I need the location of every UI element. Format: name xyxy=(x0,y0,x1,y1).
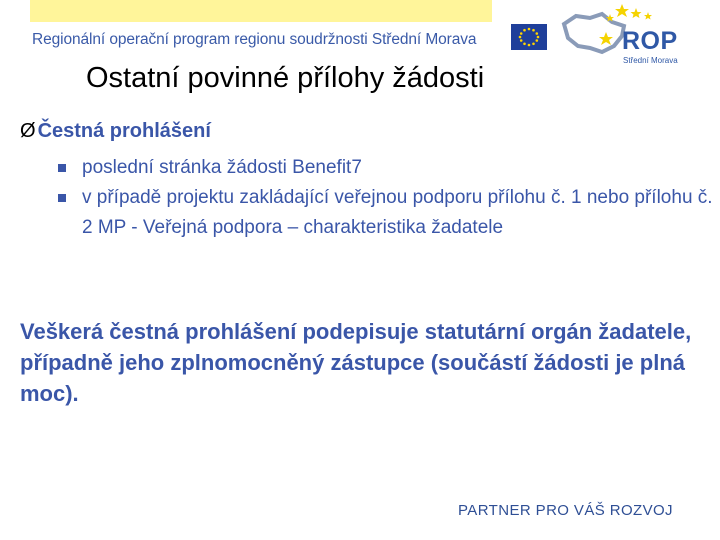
list-item-text: poslední stránka žádosti Benefit7 xyxy=(82,157,362,178)
list-item-text: v případě projektu zakládající veřejnou podporu přílohu č. 1 nebo přílohu č. 2 MP - Veřejná podpora – charakteristika žadatele xyxy=(82,187,713,238)
program-name: Regionální operační program regionu soudržnosti Střední Morava xyxy=(32,31,477,48)
square-bullet-icon xyxy=(58,194,66,202)
section-heading xyxy=(20,120,211,143)
list-item xyxy=(58,183,718,243)
section-heading-text: Čestná prohlášení xyxy=(37,120,211,142)
list-item xyxy=(58,153,718,183)
rop-logo-subtitle: Střední Morava xyxy=(623,56,678,65)
rop-logo-text: ROP xyxy=(622,27,678,55)
header-color-bar xyxy=(30,0,492,22)
footer-slogan: PARTNER PRO VÁŠ ROZVOJ xyxy=(458,502,673,519)
eu-flag-icon xyxy=(511,24,547,50)
slide-title: Ostatní povinné přílohy žádosti xyxy=(86,62,485,94)
square-bullet-icon xyxy=(58,164,66,172)
bullet-list xyxy=(58,153,718,243)
signature-statement: Veškerá čestná prohlášení podepisuje statutární orgán žadatele, případně jeho zplnomocněný zástupce (součástí žádosti je plná moc). xyxy=(20,319,692,406)
arrow-bullet-icon: Ø xyxy=(20,120,36,142)
